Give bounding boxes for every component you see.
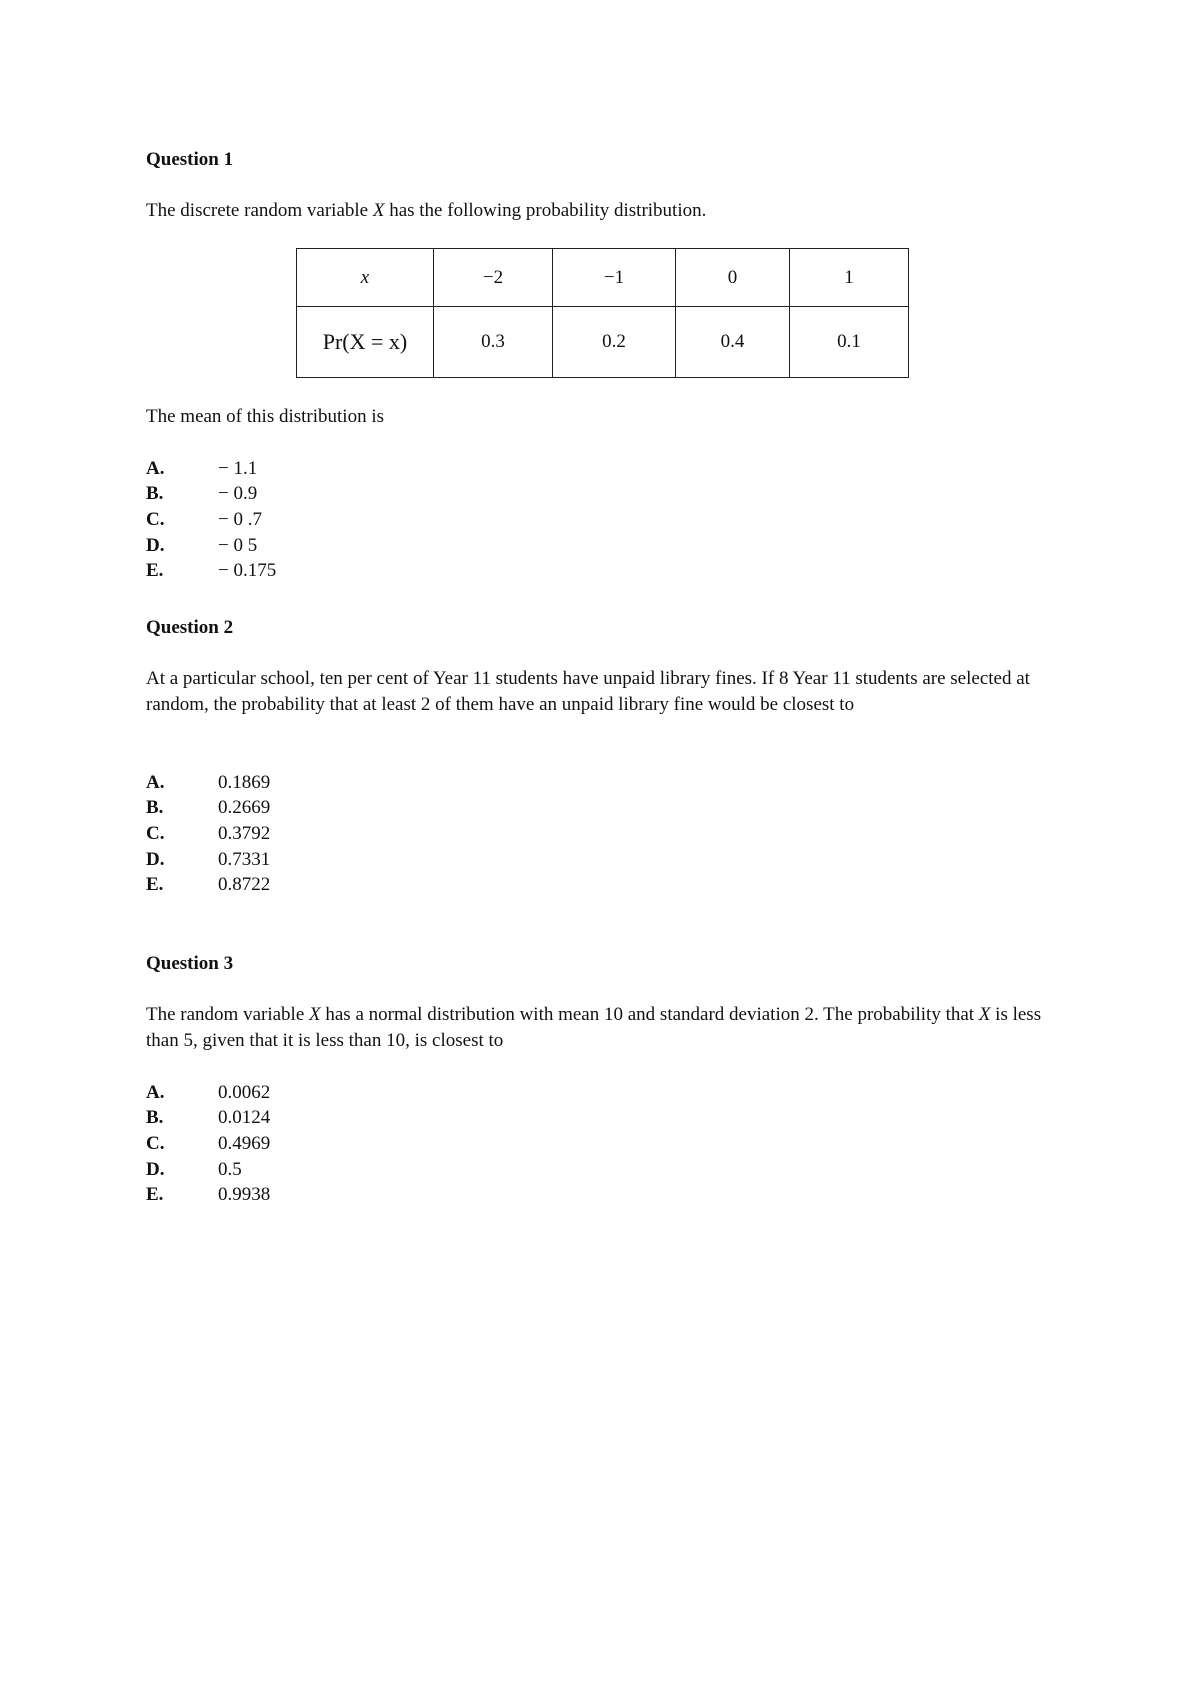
question-1-stem	[146, 198, 1066, 224]
question-3-options	[146, 1080, 546, 1208]
question-2-options	[146, 770, 546, 898]
question-2-heading: Question 2	[146, 617, 234, 638]
question-1-heading: Question 1	[146, 149, 234, 170]
variable-x: X	[978, 1004, 991, 1025]
stem-text: The random variable	[146, 1004, 310, 1025]
table-cell: 0	[676, 249, 790, 307]
option-d[interactable]: D. 0.7331	[146, 848, 271, 870]
option-d[interactable]: D. 0.5	[146, 1158, 242, 1180]
option-a[interactable]: A. 0.1869	[146, 771, 271, 793]
option-c[interactable]: C. 0.4969	[146, 1132, 271, 1154]
question-1-options	[146, 456, 546, 584]
variable-x: X	[372, 200, 385, 221]
option-e[interactable]: E. − 0.175	[146, 560, 277, 582]
stem-text: The discrete random variable	[146, 200, 373, 221]
option-e[interactable]: E. 0.8722	[146, 874, 271, 896]
table-row-probability	[297, 307, 909, 378]
table-header-prob: Pr(X = x)	[297, 307, 434, 378]
option-b[interactable]: B. − 0.9	[146, 483, 258, 505]
option-c[interactable]: C. − 0 .7	[146, 508, 262, 530]
probability-distribution-table	[296, 248, 909, 378]
option-a[interactable]: A. − 1.1	[146, 457, 258, 479]
option-b[interactable]: B. 0.2669	[146, 797, 271, 819]
variable-x: X	[309, 1004, 321, 1025]
option-c[interactable]: C. 0.3792	[146, 822, 271, 844]
table-cell: −2	[434, 249, 553, 307]
table-cell: 1	[790, 249, 909, 307]
table-cell: 0.2	[553, 307, 676, 378]
question-1-prompt: The mean of this distribution is	[146, 406, 385, 427]
table-row-x	[297, 249, 909, 307]
option-d[interactable]: D. − 0 5	[146, 534, 258, 556]
stem-text: is less than 5, given that it is less than 10, is closest to	[146, 1004, 1042, 1051]
exam-page	[146, 0, 1066, 1696]
table-cell: 0.4	[676, 307, 790, 378]
table-cell: −1	[553, 249, 676, 307]
option-a[interactable]: A. 0.0062	[146, 1081, 271, 1103]
stem-text: has a normal distribution with mean 10 and standard deviation 2. The probability that	[320, 1004, 979, 1025]
option-e[interactable]: E. 0.9938	[146, 1184, 271, 1206]
question-3-stem	[146, 1002, 1066, 1053]
table-cell: 0.1	[790, 307, 909, 378]
question-2-stem: At a particular school, ten per cent of Year 11 students have unpaid library fines. If 8 Year 11 students are selected at random, the probability that at least 2 of them have an unpaid library fine would be closest to	[146, 668, 1030, 715]
table-cell: 0.3	[434, 307, 553, 378]
table-header-x: x	[297, 249, 434, 307]
question-3-heading: Question 3	[146, 953, 234, 974]
stem-text: has the following probability distribution.	[384, 200, 707, 221]
option-b[interactable]: B. 0.0124	[146, 1107, 271, 1129]
